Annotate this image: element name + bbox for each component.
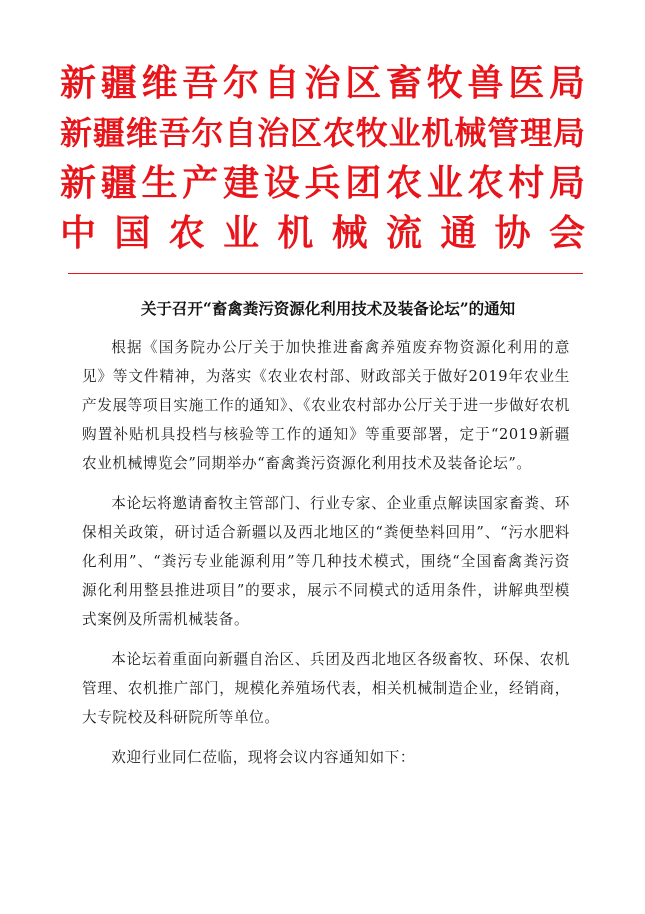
org-name-line: 新疆维吾尔自治区农牧业机械管理局 bbox=[60, 114, 585, 152]
document-body bbox=[82, 333, 570, 783]
org-name-line: 新疆维吾尔自治区畜牧兽医局 bbox=[60, 62, 585, 104]
body-paragraph: 欢迎行业同仁莅临，现将会议内容通知如下： bbox=[111, 749, 416, 766]
org-name-line: 新疆生产建设兵团农业农村局 bbox=[60, 162, 585, 204]
body-paragraph: 本论坛着重面向新疆自治区、兵团及西北地区各级畜牧、环保、农机管理、农机推广部门，规模化养殖场代表，相关机械制造企业，经销商，大专院校及科研院所等单位。 bbox=[82, 651, 570, 726]
org-name-line: 中国农业机械流通协会 bbox=[60, 212, 585, 254]
document-title: 关于召开“畜禽粪污资源化利用技术及装备论坛”的通知 bbox=[140, 299, 516, 318]
body-paragraph: 本论坛将邀请畜牧主管部门、行业专家、企业重点解读国家畜粪、环保相关政策，研讨适合新疆以及西北地区的“粪便垫料回用”、“污水肥料化利用”、“粪污专业能源利用”等几种技术模式，围绕“全国畜禽粪污资源化利用整县推进项目”的要求，展示不同模式的适用条件，讲解典型模式案例及所需机械装备。 bbox=[82, 495, 570, 628]
red-header-divider bbox=[68, 273, 583, 274]
body-paragraph: 根据《国务院办公厅关于加快推进畜禽养殖废弃物资源化利用的意见》等文件精神，为落实《农业农村部、财政部关于做好2019年农业生产发展等项目实施工作的通知》、《农业农村部办公厅关于进一步做好农机购置补贴机具投档与核验等工作的通知》等重要部署，定于“2019新疆农业机械博览会”同期举办“畜禽粪污资源化利用技术及装备论坛”。 bbox=[82, 339, 570, 472]
issuing-organizations-header bbox=[60, 58, 585, 258]
